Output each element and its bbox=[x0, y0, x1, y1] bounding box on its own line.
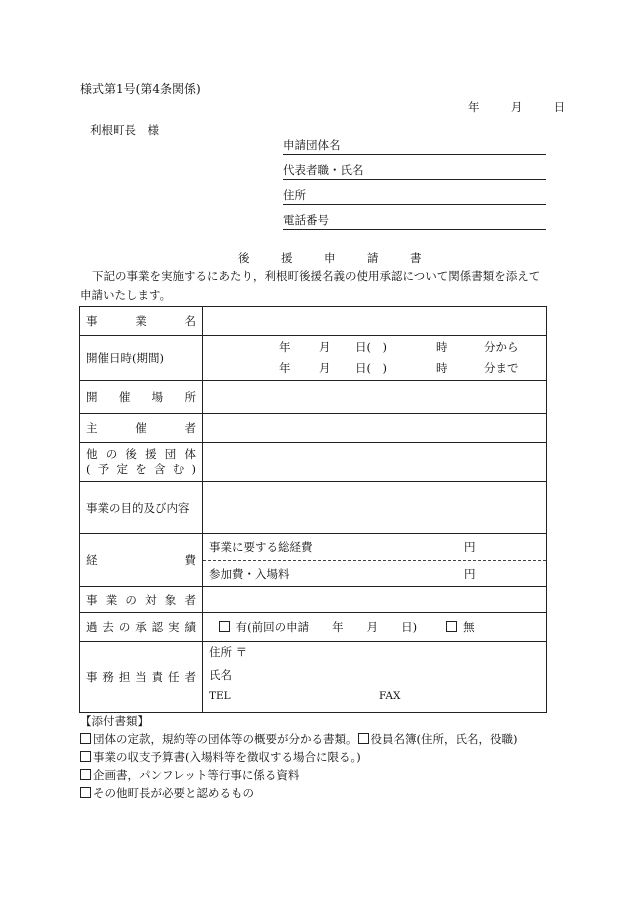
addressee: 利根町長 様 bbox=[90, 123, 159, 137]
cost-label bbox=[80, 534, 203, 587]
lbl: 者 bbox=[184, 670, 196, 684]
lbl: 務 bbox=[102, 670, 114, 684]
venue-input[interactable] bbox=[203, 381, 547, 414]
date-year: 年 bbox=[468, 100, 480, 114]
host-label bbox=[80, 414, 203, 443]
lbl: む bbox=[172, 462, 185, 476]
applicant-org-field[interactable] bbox=[283, 137, 546, 155]
representative-label: 代表者職・氏名 bbox=[283, 163, 364, 177]
application-table bbox=[79, 306, 547, 713]
attachment-item: 役員名簿(住所，氏名，役職) bbox=[370, 732, 518, 746]
address-label: 住所 bbox=[283, 188, 306, 202]
attachment-checkbox[interactable] bbox=[358, 733, 369, 744]
lbl: 責 bbox=[151, 670, 164, 684]
lbl: 当 bbox=[135, 670, 147, 684]
lbl: 主 bbox=[86, 421, 98, 435]
lbl: 去 bbox=[102, 620, 114, 634]
lbl: 予 bbox=[97, 462, 110, 476]
attachment-checkbox[interactable] bbox=[80, 751, 91, 762]
attachment-checkbox[interactable] bbox=[80, 769, 91, 780]
date-line bbox=[468, 99, 565, 115]
lbl: の bbox=[125, 592, 137, 607]
contact-label bbox=[80, 642, 203, 713]
other-sponsors-label bbox=[80, 443, 203, 482]
lbl: 経 bbox=[86, 553, 98, 567]
attachment-line-2 bbox=[80, 749, 361, 765]
lbl: の bbox=[105, 447, 118, 461]
lbl: 実 bbox=[168, 620, 180, 634]
period-end-month: 月 bbox=[319, 361, 331, 375]
venue-label bbox=[80, 381, 203, 414]
intro-text: 下記の事業を実施するにあたり，利根町後援名義の使用承認について関係書類を添えて申請いたします。 bbox=[80, 269, 541, 302]
lbl: ) bbox=[191, 462, 196, 476]
past-yes-checkbox[interactable] bbox=[219, 621, 230, 632]
contact-input[interactable] bbox=[203, 642, 547, 713]
lbl: 事 bbox=[86, 314, 98, 328]
attachment-checkbox[interactable] bbox=[80, 733, 91, 744]
cost-input[interactable] bbox=[203, 534, 547, 587]
period-start-day: 日( ) bbox=[355, 340, 387, 354]
period-end-day: 日( ) bbox=[355, 361, 387, 375]
past-no-label: 無 bbox=[463, 620, 475, 634]
lbl: を bbox=[135, 462, 147, 476]
lbl: 業 bbox=[105, 592, 118, 607]
total-cost-label: 事業に要する総経費 bbox=[209, 540, 313, 554]
date-day: 日 bbox=[553, 100, 566, 114]
lbl: 事業の目的及び内容 bbox=[86, 500, 190, 515]
period-label bbox=[80, 336, 203, 381]
lbl: 団 bbox=[164, 447, 177, 461]
title-char: 後 bbox=[238, 251, 250, 265]
lbl: ( bbox=[86, 462, 91, 476]
past-approval-label bbox=[80, 613, 203, 642]
attachment-item: その他町長が必要と認めるもの bbox=[93, 786, 254, 800]
purpose-label bbox=[80, 482, 203, 534]
lbl: 定 bbox=[116, 462, 128, 476]
attachment-line-3 bbox=[80, 767, 299, 783]
title-char: 請 bbox=[367, 251, 379, 265]
lbl: 開催日時(期間) bbox=[86, 351, 164, 365]
period-input[interactable] bbox=[203, 336, 547, 381]
period-start-month: 月 bbox=[319, 340, 331, 354]
period-start-minute: 分から bbox=[484, 340, 519, 354]
participation-fee-yen: 円 bbox=[464, 566, 476, 581]
host-input[interactable] bbox=[203, 414, 547, 443]
contact-tel-label: TEL bbox=[209, 690, 231, 702]
total-cost-yen: 円 bbox=[464, 540, 476, 554]
event-name-input[interactable] bbox=[203, 307, 547, 336]
period-end-year: 年 bbox=[279, 361, 291, 375]
representative-field[interactable] bbox=[283, 162, 546, 180]
lbl: の bbox=[118, 620, 131, 634]
lbl: 象 bbox=[164, 592, 177, 607]
lbl: 者 bbox=[184, 421, 196, 435]
attachment-line-4 bbox=[80, 785, 254, 801]
lbl: 所 bbox=[184, 390, 196, 404]
title-char: 援 bbox=[281, 251, 293, 265]
other-sponsors-input[interactable] bbox=[203, 443, 547, 482]
lbl: 績 bbox=[184, 620, 196, 634]
lbl: 過 bbox=[86, 620, 98, 634]
attachment-checkbox[interactable] bbox=[80, 787, 91, 798]
period-start-hour: 時 bbox=[436, 340, 448, 354]
target-input[interactable] bbox=[203, 587, 547, 613]
attachments-heading: 【添付書類】 bbox=[80, 714, 149, 728]
attachment-item: 企画書，パンフレット等行事に係る資料 bbox=[93, 768, 300, 782]
lbl: 後 bbox=[125, 447, 137, 461]
attachment-item: 事業の収支予算書(入場料等を徴収する場合に限る。) bbox=[93, 750, 361, 764]
lbl: 任 bbox=[168, 670, 180, 684]
lbl: 対 bbox=[145, 592, 157, 607]
address-field[interactable] bbox=[283, 187, 546, 205]
lbl: 開 bbox=[86, 390, 98, 404]
lbl: 援 bbox=[145, 447, 157, 461]
lbl: 承 bbox=[135, 620, 147, 634]
lbl: 場 bbox=[151, 390, 164, 404]
contact-fax-label: FAX bbox=[379, 690, 401, 702]
lbl: 事 bbox=[86, 670, 98, 684]
past-no-checkbox[interactable] bbox=[446, 621, 457, 632]
period-start-year: 年 bbox=[279, 340, 291, 354]
lbl: 他 bbox=[86, 447, 98, 461]
title-char: 書 bbox=[410, 251, 422, 265]
lbl: 催 bbox=[118, 390, 131, 404]
contact-name-label: 氏名 bbox=[209, 668, 232, 682]
lbl: 者 bbox=[184, 592, 196, 607]
lbl: 体 bbox=[184, 447, 196, 461]
purpose-input[interactable] bbox=[203, 482, 547, 534]
document-title bbox=[238, 250, 453, 266]
attachment-line-1 bbox=[80, 731, 517, 747]
phone-field[interactable] bbox=[283, 212, 546, 230]
applicant-org-label: 申請団体名 bbox=[283, 138, 341, 152]
lbl: 含 bbox=[154, 462, 166, 476]
period-end-minute: 分まで bbox=[484, 361, 519, 375]
phone-label: 電話番号 bbox=[283, 213, 329, 227]
lbl: 担 bbox=[118, 670, 131, 684]
lbl: 事 bbox=[86, 592, 98, 607]
participation-fee-label: 参加費・入場料 bbox=[209, 566, 290, 581]
lbl: 名 bbox=[184, 314, 196, 328]
attachment-item: 団体の定款，規約等の団体等の概要が分かる書類。 bbox=[93, 732, 358, 746]
lbl: 費 bbox=[184, 553, 196, 567]
date-month: 月 bbox=[510, 100, 523, 114]
lbl: 催 bbox=[135, 421, 147, 435]
period-end-hour: 時 bbox=[436, 361, 448, 375]
past-approval-input bbox=[203, 613, 547, 642]
lbl: 認 bbox=[151, 620, 164, 634]
title-char: 申 bbox=[324, 251, 336, 265]
form-number: 様式第1号(第4条関係) bbox=[80, 82, 201, 96]
lbl: 業 bbox=[135, 314, 147, 328]
contact-address-label: 住所 〒 bbox=[209, 645, 248, 659]
past-yes-label: 有(前回の申請 年 月 日) bbox=[235, 620, 418, 634]
target-label bbox=[80, 587, 203, 613]
event-name-label bbox=[80, 307, 203, 336]
